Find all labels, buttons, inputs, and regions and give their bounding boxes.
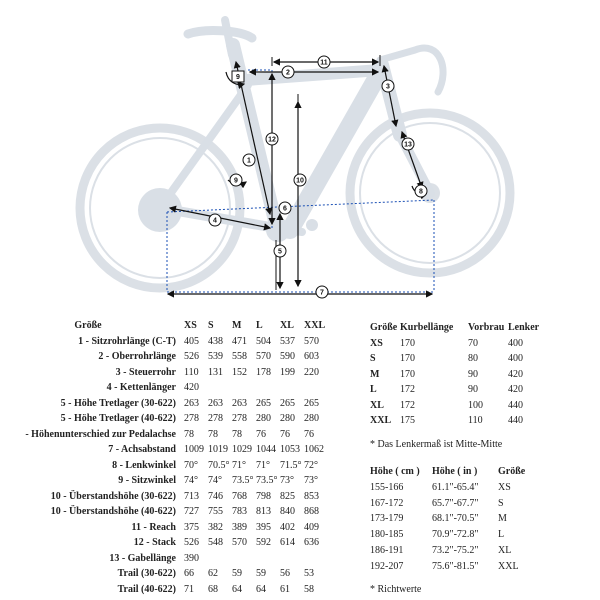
value-cell: 1009: [184, 444, 204, 455]
geometry-header-label: Größe: [74, 320, 102, 331]
value-cell: 180-185: [370, 529, 404, 541]
value-cell: 278: [208, 413, 223, 424]
table-row: [0, 504, 328, 520]
value-cell: 1019: [208, 444, 228, 455]
value-cell: 438: [208, 335, 223, 347]
marker-2: [282, 66, 294, 78]
value-cell: 59: [256, 568, 266, 579]
table-row: [0, 489, 328, 505]
value-cell: 755: [208, 506, 223, 517]
value-cell: [208, 380, 232, 396]
value-cell: 70: [468, 337, 478, 349]
height-table: [370, 464, 548, 575]
value-cell: 590: [280, 351, 295, 362]
value-cell: 72°: [304, 459, 318, 471]
size-header: XL: [280, 320, 294, 331]
value-cell: 813: [256, 506, 271, 517]
value-cell: 61.1"-65.4": [432, 481, 479, 493]
value-cell: 173-179: [370, 513, 404, 525]
svg-text:12: 12: [268, 136, 276, 144]
value-cell: 570: [232, 537, 247, 548]
svg-text:8: 8: [419, 188, 423, 196]
value-cell: 278: [184, 413, 199, 424]
size-cell: M: [370, 368, 380, 380]
marker-9-mid: [230, 174, 242, 186]
table-row: [370, 511, 548, 527]
value-cell: 170: [400, 368, 415, 380]
value-cell: [256, 380, 280, 396]
value-cell: 167-172: [370, 497, 404, 509]
value-cell: 155-166: [370, 481, 404, 493]
value-cell: 263: [232, 397, 247, 409]
value-cell: XS: [498, 481, 511, 493]
value-cell: 603: [304, 351, 319, 362]
table-row: [370, 382, 558, 398]
value-cell: 71°: [256, 459, 270, 471]
value-cell: 152: [232, 366, 247, 378]
value-cell: 400: [508, 337, 523, 349]
row-label: Trail (30-622): [117, 568, 176, 579]
height-header-row: [370, 464, 548, 480]
table-row: [370, 527, 548, 543]
table-row: [0, 427, 328, 443]
marker-13: [402, 138, 414, 150]
value-cell: 100: [468, 399, 483, 411]
value-cell: 172: [400, 384, 415, 395]
table-row: [0, 396, 328, 412]
value-cell: 420: [508, 368, 523, 380]
value-cell: 70°: [184, 459, 198, 471]
table-row: [0, 349, 328, 365]
value-cell: 74°: [184, 475, 198, 486]
crank-table: [370, 320, 558, 429]
value-cell: 64: [232, 583, 242, 595]
value-cell: 420: [184, 382, 199, 393]
table-row: [370, 336, 558, 352]
value-cell: 382: [208, 521, 223, 533]
marker-5: [274, 245, 286, 257]
marker-12: [266, 133, 278, 145]
value-cell: 220: [304, 366, 319, 378]
value-cell: 405: [184, 335, 199, 347]
value-cell: L: [498, 529, 505, 541]
value-cell: 58: [304, 583, 314, 595]
value-cell: 390: [184, 552, 199, 564]
value-cell: 61: [280, 583, 290, 595]
row-label: 5 - Höhe Tretlager (30-622): [60, 397, 176, 409]
value-cell: 768: [232, 490, 247, 502]
crank-header-vorbau: Vorbrau: [468, 322, 505, 333]
marker-3: [382, 80, 394, 92]
svg-text:2: 2: [286, 69, 290, 77]
marker-10: [294, 174, 306, 186]
value-cell: [232, 380, 256, 396]
value-cell: 570: [304, 335, 319, 347]
table-row: [370, 559, 548, 575]
value-cell: 440: [508, 415, 523, 426]
row-label: 9 - Sitzwinkel: [118, 475, 176, 486]
value-cell: 78: [208, 428, 218, 440]
row-label: 13 - Gabellänge: [109, 552, 176, 564]
value-cell: 73.5°: [232, 475, 254, 486]
crank-header-lenker: Lenker: [508, 322, 540, 333]
row-label: 10 - Überstandshöhe (40-622): [50, 506, 176, 517]
value-cell: [256, 551, 280, 567]
value-cell: 199: [280, 366, 295, 378]
value-cell: M: [498, 513, 507, 525]
value-cell: 375: [184, 521, 199, 533]
value-cell: 73.2"-75.2": [432, 544, 479, 556]
size-header: XXL: [304, 320, 326, 331]
value-cell: 192-207: [370, 560, 404, 572]
value-cell: 175: [400, 415, 415, 426]
value-cell: 278: [232, 413, 247, 424]
value-cell: 80: [468, 353, 478, 364]
value-cell: 440: [508, 399, 523, 411]
size-header: M: [232, 320, 242, 331]
value-cell: 840: [280, 506, 295, 517]
size-cell: XXL: [370, 415, 392, 426]
value-cell: 186-191: [370, 544, 404, 556]
row-label: 2 - Oberrohrlänge: [98, 351, 176, 362]
table-row: [0, 411, 328, 427]
height-header-cm: Höhe ( cm ): [370, 466, 420, 477]
table-row: [0, 380, 328, 396]
row-label: 5 - Höhe Tretlager (40-622): [60, 413, 176, 424]
row-label: 1 - Sitzrohrlänge (C-T): [78, 335, 176, 347]
value-cell: 548: [208, 537, 223, 548]
row-label: 4 - Kettenlänger: [106, 382, 176, 393]
value-cell: 66: [184, 568, 194, 579]
table-row: [0, 535, 328, 551]
guideline-note: * Richtwerte: [370, 584, 422, 595]
size-cell: S: [370, 353, 376, 364]
value-cell: 64: [256, 583, 266, 595]
value-cell: 420: [508, 384, 523, 395]
value-cell: 471: [232, 335, 247, 347]
svg-text:11: 11: [320, 59, 328, 67]
size-header: XS: [184, 320, 197, 331]
value-cell: 76: [280, 428, 290, 440]
value-cell: 62: [208, 568, 218, 579]
value-cell: 53: [304, 568, 314, 579]
marker-7: [316, 286, 328, 298]
table-row: [0, 551, 328, 567]
svg-text:9: 9: [236, 74, 240, 81]
svg-text:3: 3: [386, 83, 390, 91]
value-cell: 526: [184, 537, 199, 548]
height-header-in: Höhe ( in ): [432, 466, 478, 477]
value-cell: 400: [508, 353, 523, 364]
value-cell: 526: [184, 351, 199, 362]
value-cell: 71°: [232, 459, 246, 471]
value-cell: 56: [280, 568, 290, 579]
size-cell: XS: [370, 337, 383, 349]
value-cell: 263: [208, 397, 223, 409]
value-cell: 558: [232, 351, 247, 362]
value-cell: 1062: [304, 444, 324, 455]
svg-text:10: 10: [296, 177, 304, 185]
value-cell: 75.6"-81.5": [432, 560, 479, 572]
row-label: - Höhenunterschied zur Pedalachse: [25, 428, 176, 440]
value-cell: 59: [232, 568, 242, 579]
value-cell: 504: [256, 335, 271, 347]
value-cell: 263: [184, 397, 199, 409]
table-row: [0, 520, 328, 536]
table-row: [370, 543, 548, 559]
value-cell: 592: [256, 537, 271, 548]
value-cell: 74°: [208, 475, 222, 486]
value-cell: 798: [256, 490, 271, 502]
svg-text:7: 7: [320, 289, 324, 297]
value-cell: 636: [304, 537, 319, 548]
value-cell: 265: [304, 397, 319, 409]
size-header: S: [208, 320, 214, 331]
svg-text:9: 9: [234, 177, 238, 185]
value-cell: 70.5°: [208, 459, 230, 471]
marker-8: [415, 185, 427, 197]
row-label: Trail (40-622): [117, 583, 176, 595]
row-label: 7 - Achsabstand: [108, 444, 176, 455]
value-cell: XL: [498, 544, 512, 556]
marker-11: [318, 56, 330, 68]
value-cell: 265: [280, 397, 295, 409]
table-row: [370, 367, 558, 383]
marker-4: [209, 214, 221, 226]
row-label: 8 - Lenkwinkel: [112, 459, 176, 471]
value-cell: 170: [400, 337, 415, 349]
value-cell: 280: [304, 413, 319, 424]
height-header-size: Größe: [498, 466, 526, 477]
table-row: [370, 496, 548, 512]
value-cell: XXL: [498, 560, 519, 572]
value-cell: 402: [280, 521, 295, 533]
value-cell: 570: [256, 351, 271, 362]
value-cell: 170: [400, 353, 415, 364]
value-cell: 76: [304, 428, 314, 440]
value-cell: 265: [256, 397, 271, 409]
value-cell: 76: [256, 428, 266, 440]
value-cell: 178: [256, 366, 271, 378]
value-cell: 90: [468, 384, 478, 395]
row-label: 3 - Steuerrohr: [115, 366, 176, 378]
value-cell: 853: [304, 490, 319, 502]
value-cell: 68: [208, 583, 218, 595]
crank-header-kurbel: Kurbellänge: [400, 322, 454, 333]
svg-text:4: 4: [213, 217, 217, 225]
value-cell: [232, 551, 256, 567]
value-cell: 783: [232, 506, 247, 517]
value-cell: 1044: [256, 444, 276, 455]
value-cell: [280, 551, 304, 567]
value-cell: S: [498, 497, 504, 509]
value-cell: 110: [184, 366, 199, 378]
svg-text:5: 5: [278, 248, 282, 256]
value-cell: 746: [208, 490, 223, 502]
marker-6: [279, 202, 291, 214]
table-row: [0, 582, 328, 598]
table-row: [0, 442, 328, 458]
value-cell: 868: [304, 506, 319, 517]
value-cell: 131: [208, 366, 223, 378]
value-cell: 1053: [280, 444, 300, 455]
table-row: [0, 458, 328, 474]
value-cell: [304, 551, 328, 567]
value-cell: 110: [468, 415, 483, 426]
geometry-header-row: [0, 318, 328, 334]
svg-text:13: 13: [404, 141, 412, 149]
value-cell: 825: [280, 490, 295, 502]
value-cell: 73°: [304, 475, 318, 486]
svg-text:1: 1: [247, 157, 251, 165]
value-cell: 280: [280, 413, 295, 424]
value-cell: 537: [280, 335, 295, 347]
value-cell: 90: [468, 368, 478, 380]
value-cell: 65.7"-67.7": [432, 497, 479, 509]
size-header: L: [256, 320, 263, 331]
table-row: [370, 398, 558, 414]
row-label: 11 - Reach: [131, 521, 176, 533]
crank-header-size: Größe: [370, 322, 398, 333]
table-row: [0, 365, 328, 381]
value-cell: 614: [280, 537, 295, 548]
value-cell: 73.5°: [256, 475, 278, 486]
value-cell: 78: [184, 428, 194, 440]
size-cell: XL: [370, 399, 384, 411]
svg-text:6: 6: [283, 205, 287, 213]
crank-header-row: [370, 320, 558, 336]
table-row: [370, 480, 548, 496]
value-cell: [208, 551, 232, 567]
marker-9-top: [232, 71, 244, 82]
row-label: 12 - Stack: [133, 537, 176, 548]
table-row: [370, 413, 558, 429]
row-label: 10 - Überstandshöhe (30-622): [50, 490, 176, 502]
value-cell: 727: [184, 506, 199, 517]
value-cell: 172: [400, 399, 415, 411]
value-cell: 1029: [232, 444, 252, 455]
value-cell: [280, 380, 304, 396]
value-cell: 70.9"-72.8": [432, 529, 479, 541]
value-cell: 539: [208, 351, 223, 362]
size-cell: L: [370, 384, 377, 395]
handlebar-note: * Das Lenkermaß ist Mitte-Mitte: [370, 439, 503, 450]
table-row: [0, 334, 328, 350]
value-cell: 73°: [280, 475, 294, 486]
value-cell: 280: [256, 413, 271, 424]
value-cell: 409: [304, 521, 319, 533]
value-cell: 389: [232, 521, 247, 533]
value-cell: 71: [184, 583, 194, 595]
value-cell: 71.5°: [280, 459, 302, 471]
value-cell: 713: [184, 490, 199, 502]
value-cell: 78: [232, 428, 242, 440]
value-cell: 395: [256, 521, 271, 533]
table-row: [0, 566, 328, 582]
marker-1: [243, 154, 255, 166]
value-cell: [304, 380, 328, 396]
geometry-table: [0, 318, 328, 597]
table-row: [0, 473, 328, 489]
table-row: [370, 351, 558, 367]
value-cell: 68.1"-70.5": [432, 513, 479, 525]
